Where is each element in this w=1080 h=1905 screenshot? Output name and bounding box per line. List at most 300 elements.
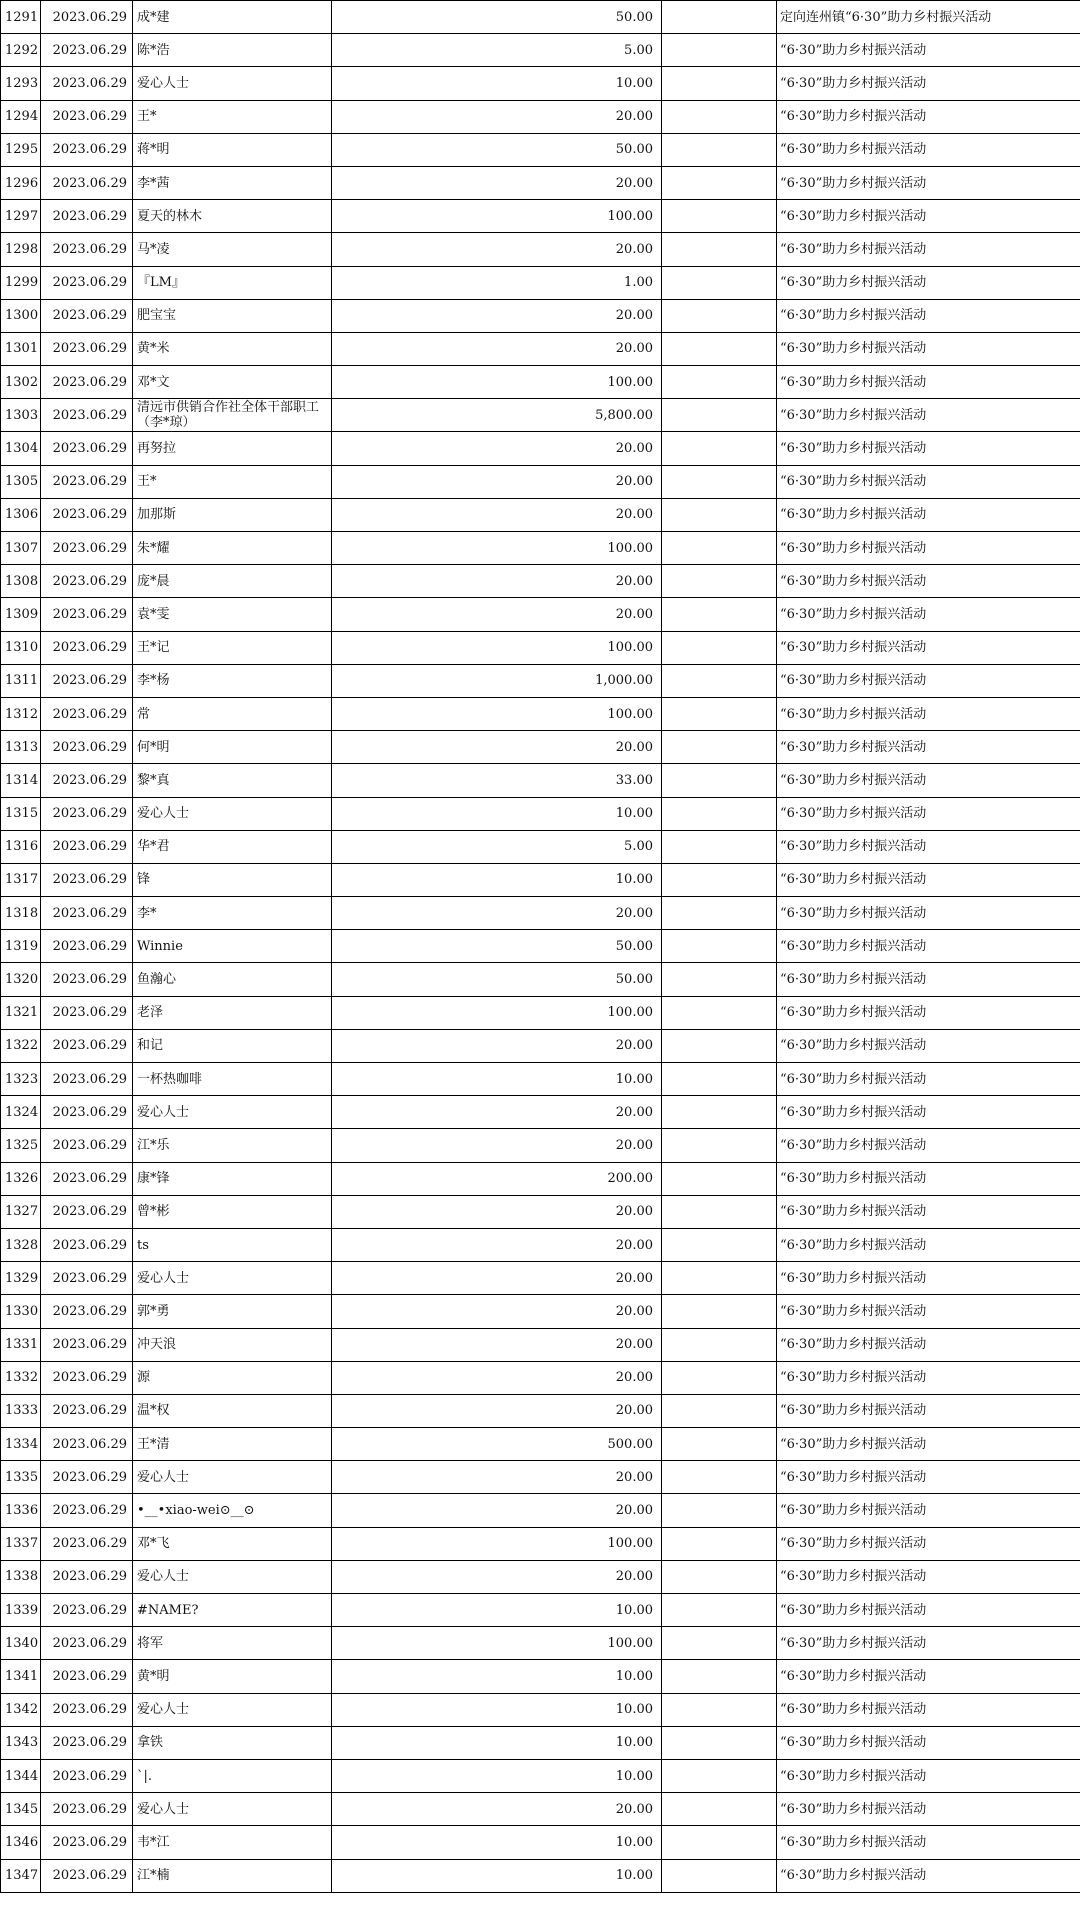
empty-cell <box>662 100 777 133</box>
row-number: 1305 <box>1 465 41 498</box>
empty-cell <box>662 1660 777 1693</box>
table-row <box>1 1029 1080 1062</box>
donation-amount: 20.00 <box>332 332 662 365</box>
donation-date: 2023.06.29 <box>41 1096 133 1129</box>
donation-purpose: “6·30”助力乡村振兴活动 <box>777 1361 1080 1394</box>
donation-amount: 20.00 <box>332 1394 662 1427</box>
donation-purpose: “6·30”助力乡村振兴活动 <box>777 697 1080 730</box>
row-number: 1321 <box>1 996 41 1029</box>
donation-date: 2023.06.29 <box>41 1527 133 1560</box>
empty-cell <box>662 133 777 166</box>
table-row <box>1 133 1080 166</box>
row-number: 1341 <box>1 1660 41 1693</box>
donation-purpose: “6·30”助力乡村振兴活动 <box>777 1693 1080 1726</box>
donation-purpose: “6·30”助力乡村振兴活动 <box>777 1162 1080 1195</box>
donation-amount: 10.00 <box>332 1826 662 1859</box>
row-number: 1323 <box>1 1063 41 1096</box>
row-number: 1332 <box>1 1361 41 1394</box>
donor-name: 拿铁 <box>133 1726 332 1759</box>
row-number: 1300 <box>1 299 41 332</box>
table-row <box>1 1660 1080 1693</box>
donor-name: 将军 <box>133 1627 332 1660</box>
donation-purpose: “6·30”助力乡村振兴活动 <box>777 1726 1080 1759</box>
row-number: 1317 <box>1 863 41 896</box>
table-row <box>1 1262 1080 1295</box>
donor-name: •__•xiao-wei⊙__⊙ <box>133 1494 332 1527</box>
donation-date: 2023.06.29 <box>41 863 133 896</box>
donation-amount: 5.00 <box>332 34 662 67</box>
empty-cell <box>662 697 777 730</box>
table-row <box>1 366 1080 399</box>
donation-amount: 20.00 <box>332 1793 662 1826</box>
empty-cell <box>662 1627 777 1660</box>
empty-cell <box>662 1394 777 1427</box>
donor-name: 爱心人士 <box>133 1560 332 1593</box>
donor-name: 爱心人士 <box>133 1096 332 1129</box>
donation-purpose: “6·30”助力乡村振兴活动 <box>777 1096 1080 1129</box>
empty-cell <box>662 797 777 830</box>
donation-amount: 20.00 <box>332 1494 662 1527</box>
table-row <box>1 1162 1080 1195</box>
donation-date: 2023.06.29 <box>41 1693 133 1726</box>
donation-purpose: “6·30”助力乡村振兴活动 <box>777 996 1080 1029</box>
donor-name: 王*清 <box>133 1428 332 1461</box>
row-number: 1319 <box>1 930 41 963</box>
table-row <box>1 166 1080 199</box>
donation-purpose: “6·30”助力乡村振兴活动 <box>777 166 1080 199</box>
donation-date: 2023.06.29 <box>41 200 133 233</box>
row-number: 1336 <box>1 1494 41 1527</box>
table-row <box>1 67 1080 100</box>
donation-purpose: “6·30”助力乡村振兴活动 <box>777 1859 1080 1892</box>
donor-name: 康*锋 <box>133 1162 332 1195</box>
empty-cell <box>662 1826 777 1859</box>
donor-name: 华*君 <box>133 830 332 863</box>
donation-date: 2023.06.29 <box>41 1494 133 1527</box>
row-number: 1347 <box>1 1859 41 1892</box>
donation-purpose: “6·30”助力乡村振兴活动 <box>777 963 1080 996</box>
donor-name: ˋ|. <box>133 1759 332 1792</box>
empty-cell <box>662 34 777 67</box>
donation-purpose: “6·30”助力乡村振兴活动 <box>777 1461 1080 1494</box>
donation-amount: 100.00 <box>332 1527 662 1560</box>
donation-date: 2023.06.29 <box>41 1793 133 1826</box>
donation-purpose: “6·30”助力乡村振兴活动 <box>777 1228 1080 1261</box>
donor-name: ts <box>133 1228 332 1261</box>
donor-name: 爱心人士 <box>133 1793 332 1826</box>
donation-amount: 50.00 <box>332 930 662 963</box>
donation-amount: 1,000.00 <box>332 664 662 697</box>
donation-purpose: “6·30”助力乡村振兴活动 <box>777 532 1080 565</box>
empty-cell <box>662 764 777 797</box>
donation-date: 2023.06.29 <box>41 1129 133 1162</box>
donation-date: 2023.06.29 <box>41 930 133 963</box>
donation-date: 2023.06.29 <box>41 399 133 432</box>
empty-cell <box>662 1726 777 1759</box>
table-row <box>1 1560 1080 1593</box>
donation-purpose: “6·30”助力乡村振兴活动 <box>777 432 1080 465</box>
row-number: 1325 <box>1 1129 41 1162</box>
row-number: 1293 <box>1 67 41 100</box>
donor-name: 邓*飞 <box>133 1527 332 1560</box>
donation-amount: 20.00 <box>332 233 662 266</box>
row-number: 1307 <box>1 532 41 565</box>
donation-amount: 20.00 <box>332 1328 662 1361</box>
donor-name: 曾*彬 <box>133 1195 332 1228</box>
empty-cell <box>662 1428 777 1461</box>
donation-date: 2023.06.29 <box>41 996 133 1029</box>
donation-purpose: “6·30”助力乡村振兴活动 <box>777 366 1080 399</box>
donation-purpose: “6·30”助力乡村振兴活动 <box>777 399 1080 432</box>
donation-purpose: “6·30”助力乡村振兴活动 <box>777 664 1080 697</box>
table-row <box>1 1328 1080 1361</box>
row-number: 1329 <box>1 1262 41 1295</box>
donation-date: 2023.06.29 <box>41 830 133 863</box>
donation-purpose: “6·30”助力乡村振兴活动 <box>777 1494 1080 1527</box>
empty-cell <box>662 266 777 299</box>
donor-name: 再努拉 <box>133 432 332 465</box>
table-row <box>1 1129 1080 1162</box>
donation-date: 2023.06.29 <box>41 532 133 565</box>
donation-amount: 1.00 <box>332 266 662 299</box>
donation-amount: 33.00 <box>332 764 662 797</box>
donation-purpose: “6·30”助力乡村振兴活动 <box>777 897 1080 930</box>
table-row <box>1 100 1080 133</box>
empty-cell <box>662 399 777 432</box>
donation-amount: 20.00 <box>332 1560 662 1593</box>
donation-purpose: “6·30”助力乡村振兴活动 <box>777 133 1080 166</box>
row-number: 1312 <box>1 697 41 730</box>
empty-cell <box>662 1560 777 1593</box>
table-row <box>1 897 1080 930</box>
donation-date: 2023.06.29 <box>41 1759 133 1792</box>
donation-date: 2023.06.29 <box>41 1361 133 1394</box>
table-row <box>1 34 1080 67</box>
donation-date: 2023.06.29 <box>41 1560 133 1593</box>
row-number: 1304 <box>1 432 41 465</box>
empty-cell <box>662 1328 777 1361</box>
table-row <box>1 266 1080 299</box>
donation-purpose: 定向连州镇“6·30”助力乡村振兴活动 <box>777 1 1080 34</box>
table-row <box>1 731 1080 764</box>
donor-name: 李*杨 <box>133 664 332 697</box>
donation-date: 2023.06.29 <box>41 1461 133 1494</box>
donation-date: 2023.06.29 <box>41 1029 133 1062</box>
donor-name: 温*权 <box>133 1394 332 1427</box>
table-row <box>1 465 1080 498</box>
donation-purpose: “6·30”助力乡村振兴活动 <box>777 1660 1080 1693</box>
donor-name: 韦*江 <box>133 1826 332 1859</box>
empty-cell <box>662 1361 777 1394</box>
donation-purpose: “6·30”助力乡村振兴活动 <box>777 233 1080 266</box>
table-row <box>1 1726 1080 1759</box>
donation-amount: 10.00 <box>332 1693 662 1726</box>
table-row <box>1 1759 1080 1792</box>
empty-cell <box>662 465 777 498</box>
empty-cell <box>662 67 777 100</box>
table-row <box>1 332 1080 365</box>
donation-amount: 20.00 <box>332 1129 662 1162</box>
donor-name: 和记 <box>133 1029 332 1062</box>
table-row <box>1 1693 1080 1726</box>
empty-cell <box>662 1461 777 1494</box>
donation-date: 2023.06.29 <box>41 565 133 598</box>
donation-date: 2023.06.29 <box>41 1195 133 1228</box>
donation-purpose: “6·30”助力乡村振兴活动 <box>777 1195 1080 1228</box>
donation-amount: 10.00 <box>332 863 662 896</box>
row-number: 1311 <box>1 664 41 697</box>
donation-amount: 20.00 <box>332 1096 662 1129</box>
table-row <box>1 299 1080 332</box>
donor-name: 夏天的林木 <box>133 200 332 233</box>
donation-date: 2023.06.29 <box>41 1627 133 1660</box>
donor-name: 清远市供销合作社全体干部职工（李*琼） <box>133 399 332 432</box>
table-row <box>1 1361 1080 1394</box>
row-number: 1316 <box>1 830 41 863</box>
donation-purpose: “6·30”助力乡村振兴活动 <box>777 631 1080 664</box>
row-number: 1342 <box>1 1693 41 1726</box>
donation-purpose: “6·30”助力乡村振兴活动 <box>777 200 1080 233</box>
donor-name: 爱心人士 <box>133 1461 332 1494</box>
donation-date: 2023.06.29 <box>41 598 133 631</box>
row-number: 1326 <box>1 1162 41 1195</box>
donation-date: 2023.06.29 <box>41 166 133 199</box>
row-number: 1339 <box>1 1594 41 1627</box>
donor-name: 锋 <box>133 863 332 896</box>
table-row <box>1 1394 1080 1427</box>
donation-date: 2023.06.29 <box>41 1594 133 1627</box>
row-number: 1296 <box>1 166 41 199</box>
row-number: 1340 <box>1 1627 41 1660</box>
table-row <box>1 498 1080 531</box>
row-number: 1313 <box>1 731 41 764</box>
row-number: 1322 <box>1 1029 41 1062</box>
empty-cell <box>662 631 777 664</box>
donor-name: 爱心人士 <box>133 797 332 830</box>
table-row <box>1 1826 1080 1859</box>
empty-cell <box>662 830 777 863</box>
donation-purpose: “6·30”助力乡村振兴活动 <box>777 498 1080 531</box>
donor-name: #NAME? <box>133 1594 332 1627</box>
donation-purpose: “6·30”助力乡村振兴活动 <box>777 465 1080 498</box>
donation-amount: 20.00 <box>332 432 662 465</box>
donation-date: 2023.06.29 <box>41 1295 133 1328</box>
empty-cell <box>662 1262 777 1295</box>
donor-name: 『LM』 <box>133 266 332 299</box>
row-number: 1302 <box>1 366 41 399</box>
table-row <box>1 830 1080 863</box>
donation-amount: 50.00 <box>332 963 662 996</box>
donation-purpose: “6·30”助力乡村振兴活动 <box>777 1428 1080 1461</box>
donation-date: 2023.06.29 <box>41 1859 133 1892</box>
empty-cell <box>662 233 777 266</box>
table-row <box>1 863 1080 896</box>
donation-amount: 20.00 <box>332 1361 662 1394</box>
donation-amount: 20.00 <box>332 598 662 631</box>
empty-cell <box>662 863 777 896</box>
donation-purpose: “6·30”助力乡村振兴活动 <box>777 797 1080 830</box>
donor-name: 蒋*明 <box>133 133 332 166</box>
table-row <box>1 1063 1080 1096</box>
row-number: 1298 <box>1 233 41 266</box>
donation-amount: 20.00 <box>332 731 662 764</box>
empty-cell <box>662 299 777 332</box>
table-row <box>1 1195 1080 1228</box>
donor-name: 成*建 <box>133 1 332 34</box>
table-row <box>1 233 1080 266</box>
table-row <box>1 1228 1080 1261</box>
empty-cell <box>662 1759 777 1792</box>
donor-name: 黄*米 <box>133 332 332 365</box>
donation-date: 2023.06.29 <box>41 1660 133 1693</box>
row-number: 1315 <box>1 797 41 830</box>
empty-cell <box>662 1594 777 1627</box>
table-row <box>1 200 1080 233</box>
donation-amount: 10.00 <box>332 1759 662 1792</box>
donor-name: 加那斯 <box>133 498 332 531</box>
donation-amount: 50.00 <box>332 133 662 166</box>
donor-name: 郭*勇 <box>133 1295 332 1328</box>
empty-cell <box>662 200 777 233</box>
donor-name: 冲天浪 <box>133 1328 332 1361</box>
donor-name: 王*记 <box>133 631 332 664</box>
donation-date: 2023.06.29 <box>41 332 133 365</box>
table-row <box>1 1295 1080 1328</box>
donation-purpose: “6·30”助力乡村振兴活动 <box>777 1560 1080 1593</box>
donation-amount: 10.00 <box>332 1660 662 1693</box>
donation-purpose: “6·30”助力乡村振兴活动 <box>777 1759 1080 1792</box>
table-row <box>1 797 1080 830</box>
row-number: 1327 <box>1 1195 41 1228</box>
empty-cell <box>662 1527 777 1560</box>
row-number: 1328 <box>1 1228 41 1261</box>
donation-amount: 50.00 <box>332 1 662 34</box>
donor-name: 鱼瀚心 <box>133 963 332 996</box>
donation-purpose: “6·30”助力乡村振兴活动 <box>777 930 1080 963</box>
empty-cell <box>662 432 777 465</box>
table-row <box>1 963 1080 996</box>
table-row <box>1 1859 1080 1892</box>
donation-date: 2023.06.29 <box>41 731 133 764</box>
table-row <box>1 598 1080 631</box>
donation-purpose: “6·30”助力乡村振兴活动 <box>777 266 1080 299</box>
empty-cell <box>662 565 777 598</box>
empty-cell <box>662 332 777 365</box>
donor-name: 黎*真 <box>133 764 332 797</box>
donor-name: 马*凌 <box>133 233 332 266</box>
row-number: 1345 <box>1 1793 41 1826</box>
donation-amount: 20.00 <box>332 897 662 930</box>
donation-date: 2023.06.29 <box>41 34 133 67</box>
donation-purpose: “6·30”助力乡村振兴活动 <box>777 67 1080 100</box>
table-row <box>1 664 1080 697</box>
donation-date: 2023.06.29 <box>41 1262 133 1295</box>
donation-date: 2023.06.29 <box>41 897 133 930</box>
donation-purpose: “6·30”助力乡村振兴活动 <box>777 1262 1080 1295</box>
donation-date: 2023.06.29 <box>41 133 133 166</box>
donation-amount: 100.00 <box>332 200 662 233</box>
donation-date: 2023.06.29 <box>41 1063 133 1096</box>
donation-date: 2023.06.29 <box>41 498 133 531</box>
donation-date: 2023.06.29 <box>41 1726 133 1759</box>
donation-date: 2023.06.29 <box>41 233 133 266</box>
donor-name: 黄*明 <box>133 1660 332 1693</box>
donor-name: 朱*耀 <box>133 532 332 565</box>
row-number: 1343 <box>1 1726 41 1759</box>
empty-cell <box>662 1793 777 1826</box>
donation-purpose: “6·30”助力乡村振兴活动 <box>777 1527 1080 1560</box>
row-number: 1331 <box>1 1328 41 1361</box>
table-row <box>1 1594 1080 1627</box>
row-number: 1314 <box>1 764 41 797</box>
table-row <box>1 1 1080 34</box>
donation-purpose: “6·30”助力乡村振兴活动 <box>777 1328 1080 1361</box>
row-number: 1309 <box>1 598 41 631</box>
donation-amount: 20.00 <box>332 299 662 332</box>
table-row <box>1 697 1080 730</box>
donation-purpose: “6·30”助力乡村振兴活动 <box>777 1826 1080 1859</box>
empty-cell <box>662 996 777 1029</box>
donor-name: 王* <box>133 100 332 133</box>
empty-cell <box>662 1195 777 1228</box>
donation-amount: 10.00 <box>332 1859 662 1892</box>
donation-amount: 100.00 <box>332 631 662 664</box>
empty-cell <box>662 897 777 930</box>
donor-name: 源 <box>133 1361 332 1394</box>
donor-name: 爱心人士 <box>133 1693 332 1726</box>
donation-purpose: “6·30”助力乡村振兴活动 <box>777 598 1080 631</box>
table-row <box>1 432 1080 465</box>
donation-amount: 20.00 <box>332 465 662 498</box>
donation-date: 2023.06.29 <box>41 67 133 100</box>
row-number: 1310 <box>1 631 41 664</box>
donation-date: 2023.06.29 <box>41 1328 133 1361</box>
row-number: 1346 <box>1 1826 41 1859</box>
donation-amount: 20.00 <box>332 1195 662 1228</box>
empty-cell <box>662 1859 777 1892</box>
donor-name: 袁*雯 <box>133 598 332 631</box>
table-row <box>1 1494 1080 1527</box>
row-number: 1330 <box>1 1295 41 1328</box>
empty-cell <box>662 731 777 764</box>
donor-name: Winnie <box>133 930 332 963</box>
donation-date: 2023.06.29 <box>41 100 133 133</box>
table-row <box>1 930 1080 963</box>
row-number: 1291 <box>1 1 41 34</box>
row-number: 1301 <box>1 332 41 365</box>
donation-date: 2023.06.29 <box>41 299 133 332</box>
row-number: 1334 <box>1 1428 41 1461</box>
donation-date: 2023.06.29 <box>41 764 133 797</box>
empty-cell <box>662 1129 777 1162</box>
donor-name: 李*茜 <box>133 166 332 199</box>
donor-name: 江*乐 <box>133 1129 332 1162</box>
donation-amount: 10.00 <box>332 1063 662 1096</box>
donation-purpose: “6·30”助力乡村振兴活动 <box>777 1129 1080 1162</box>
donation-amount: 100.00 <box>332 366 662 399</box>
table-row <box>1 1096 1080 1129</box>
donor-name: 常 <box>133 697 332 730</box>
empty-cell <box>662 1228 777 1261</box>
table-row <box>1 1428 1080 1461</box>
empty-cell <box>662 166 777 199</box>
donation-purpose: “6·30”助力乡村振兴活动 <box>777 1594 1080 1627</box>
row-number: 1295 <box>1 133 41 166</box>
row-number: 1338 <box>1 1560 41 1593</box>
empty-cell <box>662 498 777 531</box>
donor-name: 李* <box>133 897 332 930</box>
table-row <box>1 1461 1080 1494</box>
